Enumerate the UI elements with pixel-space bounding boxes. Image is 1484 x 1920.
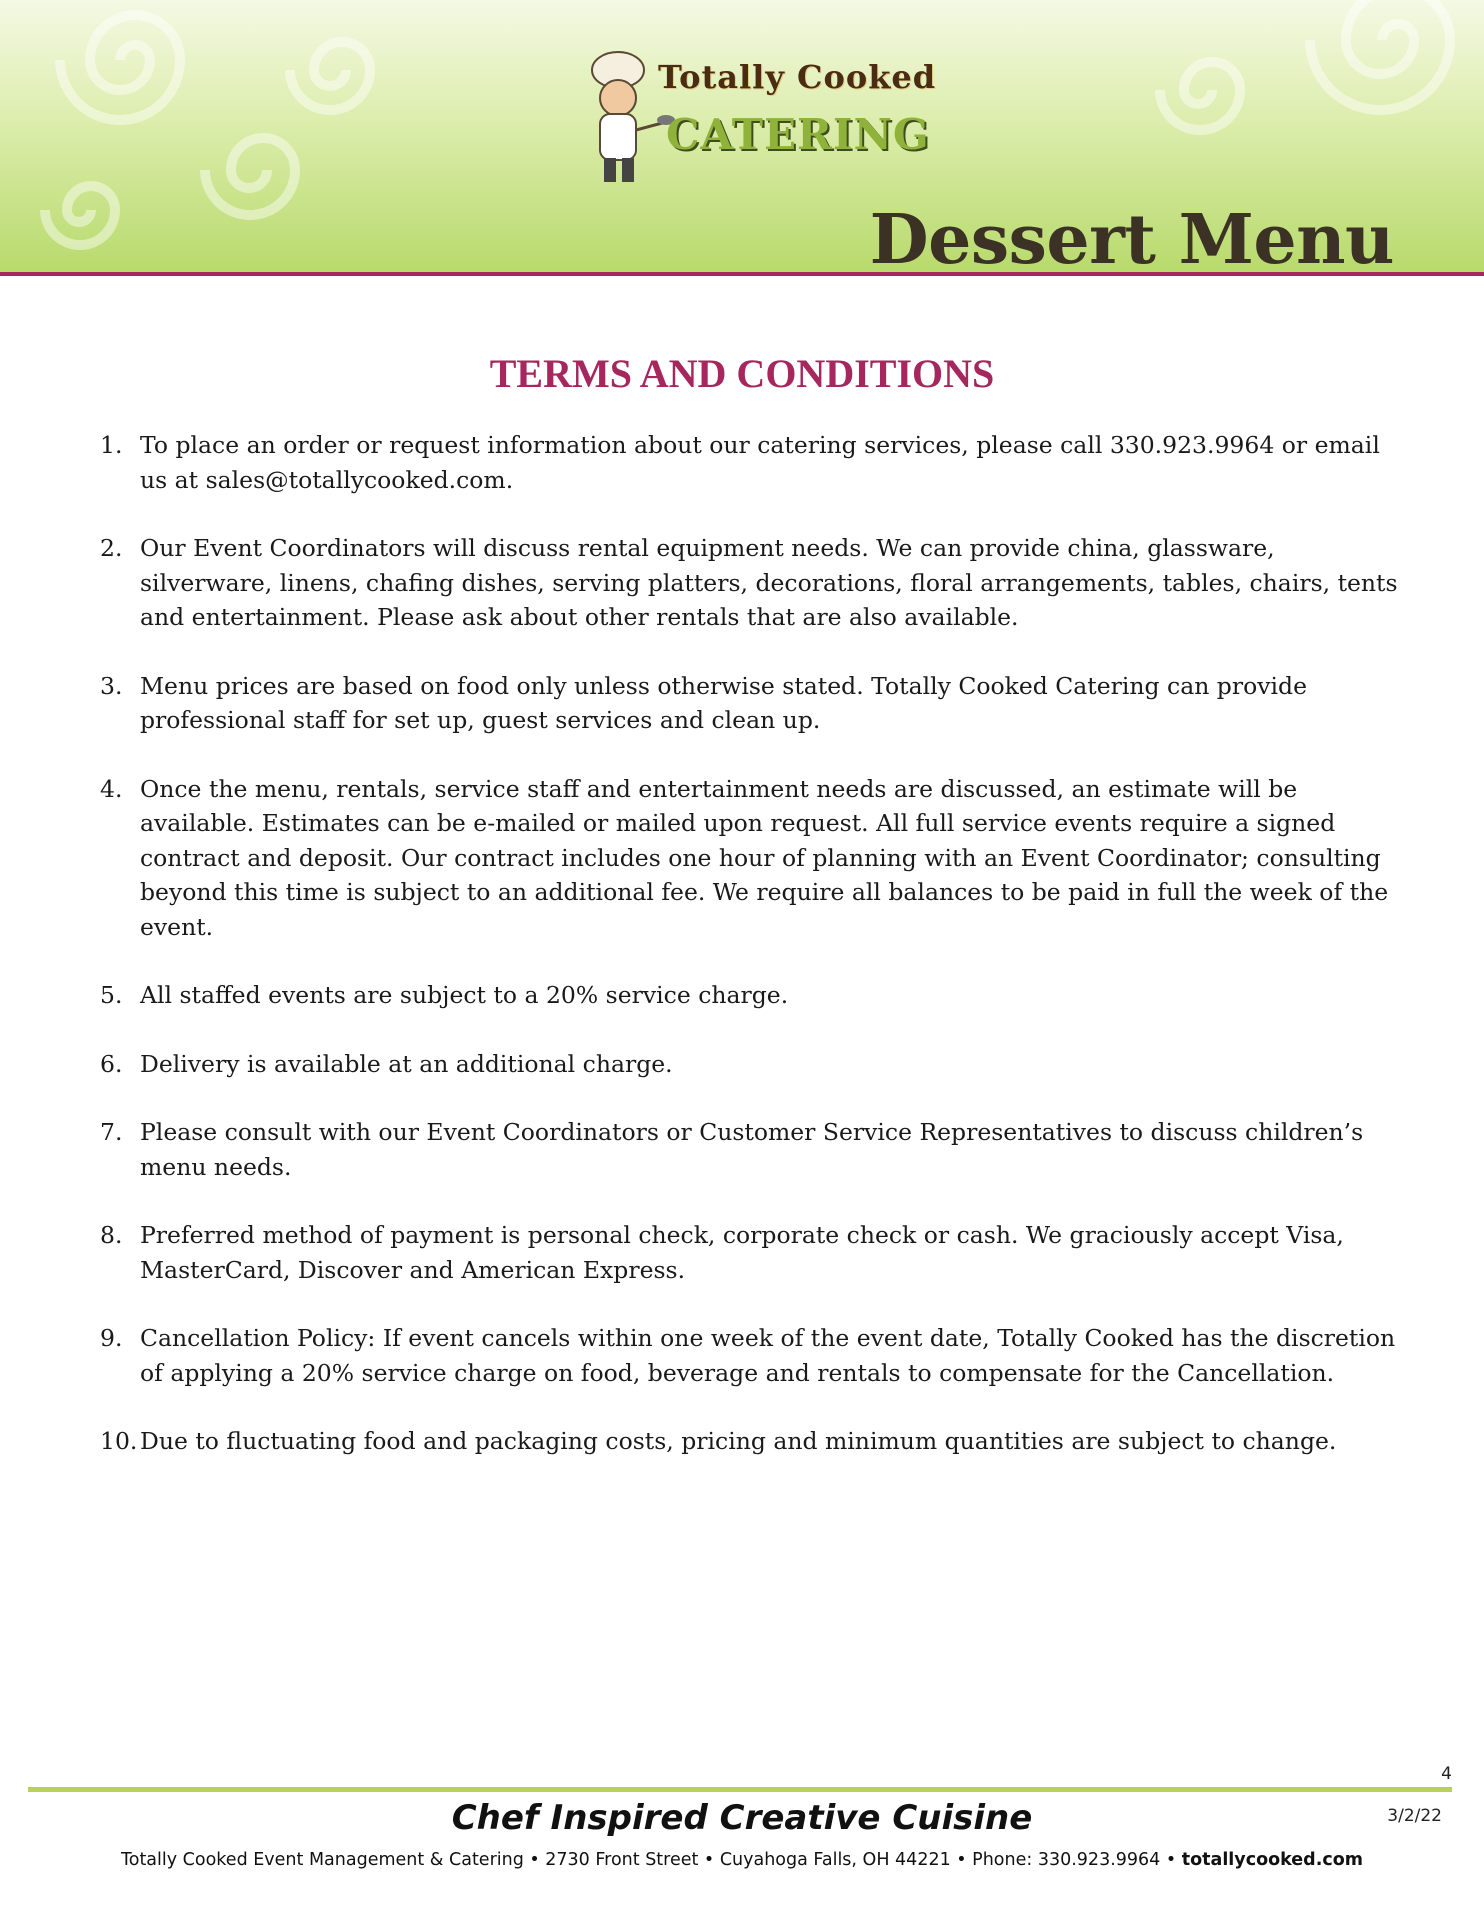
logo-wordmark-bottom: CATERING — [666, 110, 930, 159]
footer-divider — [28, 1787, 1452, 1792]
header-banner — [0, 0, 1484, 272]
term-text: Please consult with our Event Coordinators or Customer Service Representatives to discuss children’s menu needs. — [140, 1118, 1364, 1181]
term-number: 4. — [100, 774, 123, 803]
term-number: 5. — [100, 981, 123, 1009]
website-link[interactable]: totallycooked.com — [1181, 1850, 1363, 1870]
address-text: Totally Cooked Event Management & Catering • 2730 Front Street • Cuyahoga Falls, OH 44221 • Phone: 330.923.9964 • — [121, 1850, 1182, 1870]
footer-address — [0, 1850, 1484, 1870]
term-number: 1. — [100, 431, 123, 459]
term-item — [100, 428, 1400, 497]
footer-tagline: Chef Inspired Creative Cuisine — [451, 1798, 1033, 1838]
term-item — [100, 669, 1400, 738]
term-number: 10. — [100, 1427, 138, 1455]
term-number: 9. — [100, 1324, 123, 1352]
term-item — [100, 531, 1400, 635]
term-item — [100, 772, 1400, 945]
term-number: 3. — [100, 671, 123, 700]
term-text: Preferred method of payment is personal check, corporate check or cash. We graciously accept Visa, MasterCard, Discover and American Express. — [140, 1221, 1344, 1284]
term-number: 7. — [100, 1118, 123, 1146]
term-text: Due to fluctuating food and packaging costs, pricing and minimum quantities are subject to change. — [140, 1427, 1337, 1455]
logo-wordmark-top: Totally Cooked — [658, 58, 937, 96]
term-text: All staffed events are subject to a 20% service charge. — [140, 981, 789, 1009]
term-item — [100, 1218, 1400, 1287]
term-text: To place an order or request information about our catering services, please call 330.923.9964 or email us at sales@totallycooked.com. — [140, 431, 1380, 494]
page-title: Dessert Menu — [869, 200, 1394, 272]
term-number: 6. — [100, 1049, 123, 1078]
term-item — [100, 978, 1400, 1013]
term-text: Delivery is available at an additional charge. — [140, 1049, 673, 1078]
term-item — [100, 1047, 1400, 1082]
company-logo — [566, 40, 937, 190]
page-number: 4 — [1441, 1764, 1452, 1784]
term-item — [100, 1115, 1400, 1184]
term-text: Menu prices are based on food only unless otherwise stated. Totally Cooked Catering can provide professional staff for set up, guest services and clean up. — [140, 671, 1307, 734]
term-text: Our Event Coordinators will discuss rental equipment needs. We can provide china, glassware, silverware, linens, chafing dishes, serving platters, decorations, floral arrangements, tables, chairs, tents and entertainment. Please ask about other rentals that are also available. — [140, 534, 1398, 631]
term-text: Once the menu, rentals, service staff and entertainment needs are discussed, an estimate will be available. Estimates can be e-mailed or mailed upon request. All full service events require a signed contract and deposit. Our contract includes one hour of planning with an Event Coordinator; consulting beyond this time is subject to an additional fee. We require all balances to be paid in full the week of the event. — [140, 774, 1389, 941]
term-text: Cancellation Policy: If event cancels within one week of the event date, Totally Cooked has the discretion of applying a 20% service charge on food, beverage and rentals to compensate for the Cancellation. — [140, 1324, 1396, 1387]
term-item — [100, 1321, 1400, 1390]
header-divider — [0, 272, 1484, 276]
term-item — [100, 1424, 1400, 1459]
revision-date: 3/2/22 — [1387, 1806, 1442, 1826]
terms-list — [100, 428, 1400, 1493]
term-number: 8. — [100, 1221, 123, 1249]
section-heading: TERMS AND CONDITIONS — [489, 351, 995, 396]
term-number: 2. — [100, 534, 123, 562]
